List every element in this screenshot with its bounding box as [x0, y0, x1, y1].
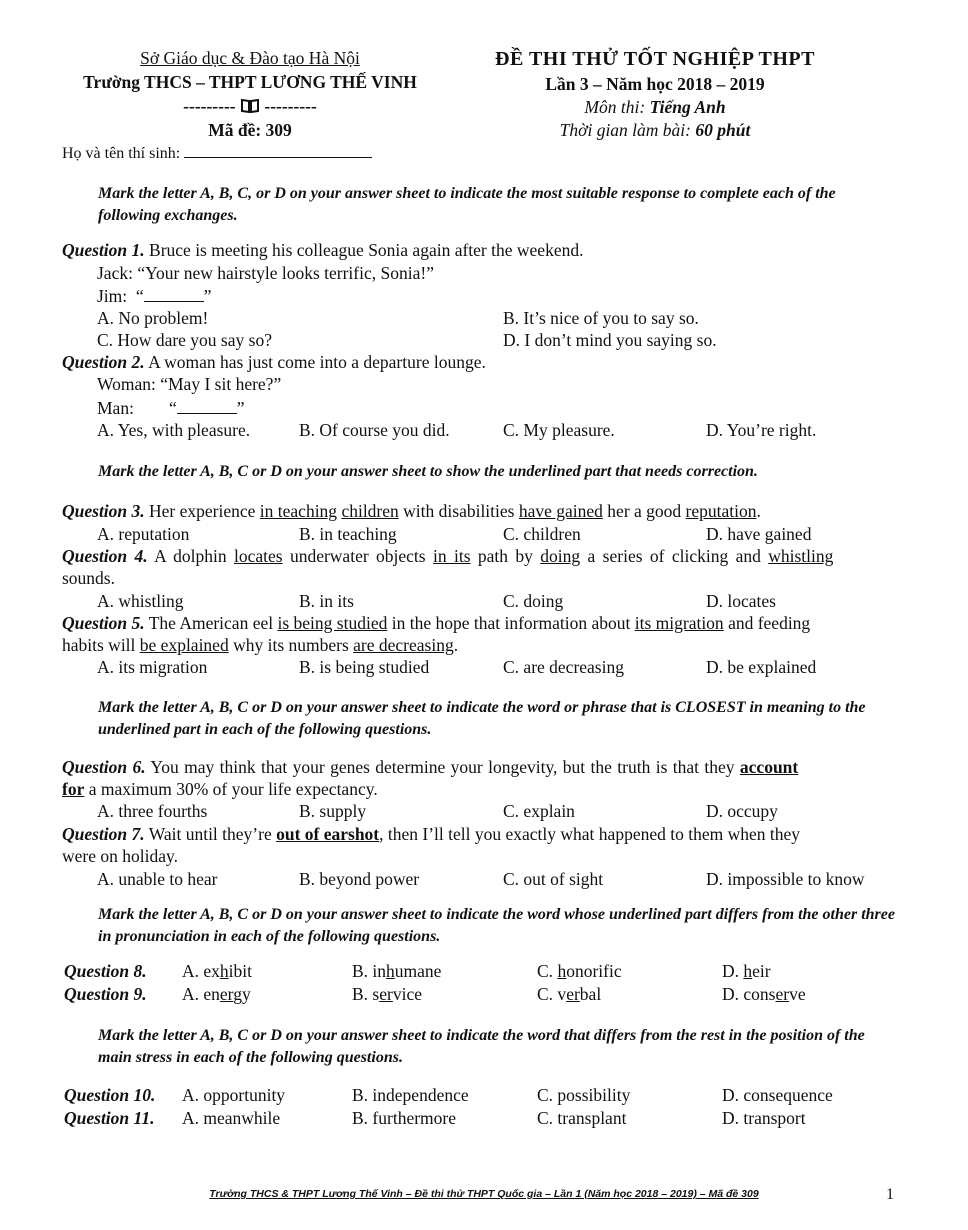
q5-text-2: in the hope that information about: [387, 613, 635, 633]
q9-b-post: vice: [392, 984, 422, 1004]
q1-text: Bruce is meeting his colleague Sonia again after the weekend.: [149, 240, 584, 260]
q4-underlined-3: doing: [540, 546, 581, 566]
q2-close-quote: ”: [236, 398, 245, 418]
exam-time: [455, 120, 855, 141]
q8-label: Question 8.: [64, 961, 147, 981]
q8-option-d[interactable]: [722, 961, 771, 982]
q6-option-d[interactable]: D. occupy: [706, 801, 778, 821]
q8-c-pre: C.: [537, 961, 558, 981]
q10-option-c[interactable]: C. possibility: [537, 1085, 631, 1105]
q9-c-post: bal: [579, 984, 602, 1004]
student-name-field[interactable]: [62, 145, 372, 163]
q8-d-pre: D.: [722, 961, 744, 981]
q8-b-pre: B. in: [352, 961, 387, 981]
q5-underlined-3: be explained: [139, 635, 229, 655]
instruction-section-1: Mark the letter A, B, C, or D on your answer sheet to indicate the most suitable response to complete each of the following exchanges.: [98, 185, 836, 224]
q3-option-b[interactable]: B. in teaching: [299, 524, 397, 544]
q2-blank: [177, 397, 237, 414]
instruction-section-4: Mark the letter A, B, C or D on your answer sheet to indicate the word whose underlined part differs from the other three in pronunciation in each of the following questions.: [98, 906, 895, 945]
q7-option-b[interactable]: B. beyond power: [299, 869, 420, 889]
q5-text-5: why its numbers: [228, 635, 354, 655]
page-number: 1: [886, 1186, 894, 1203]
q11-option-c[interactable]: C. transplant: [537, 1108, 627, 1128]
q8-d-underlined: h: [743, 961, 753, 981]
q3-label: Question 3.: [62, 501, 145, 521]
q3-text-5: .: [756, 501, 761, 521]
q7-underlined-1: out of earshot: [276, 824, 380, 844]
book-icon: [240, 98, 260, 114]
instruction-section-2: Mark the letter A, B, C or D on your answer sheet to show the underlined part that needs correction.: [98, 463, 758, 480]
q6-text-1: You may think that your genes determine your longevity, but the truth is that they: [150, 757, 740, 777]
q1-dialogue-1: Jack: “Your new hairstyle looks terrific, Sonia!”: [97, 263, 434, 283]
q5-option-d[interactable]: D. be explained: [706, 657, 817, 677]
q3-text-1: Her experience: [149, 501, 260, 521]
q4-text-4: a series of clicking and: [580, 546, 769, 566]
q3-option-d[interactable]: D. have gained: [706, 524, 812, 544]
q3-text-4: her a good: [602, 501, 686, 521]
q10-option-b[interactable]: B. independence: [352, 1085, 469, 1105]
q9-option-b[interactable]: [352, 984, 422, 1005]
q2-dialogue-1: Woman: “May I sit here?”: [97, 374, 282, 394]
q9-c-pre: C. v: [537, 984, 567, 1004]
q4-text-3: path by: [470, 546, 541, 566]
q5-option-b[interactable]: B. is being studied: [299, 657, 430, 677]
q11-option-d[interactable]: D. transport: [722, 1108, 806, 1128]
q8-option-c[interactable]: [537, 961, 622, 982]
q3-underlined-1: in teaching: [259, 501, 338, 521]
q1-open-quote: “: [135, 286, 144, 306]
q4-underlined-2: in its: [432, 546, 471, 566]
q8-c-underlined: h: [557, 961, 567, 981]
q8-c-post: onorific: [566, 961, 622, 981]
q4-underlined-1: locates: [233, 546, 283, 566]
q6-option-b[interactable]: B. supply: [299, 801, 367, 821]
q6-text-2: a maximum 30% of your life expectancy.: [84, 779, 378, 799]
instruction-section-3: Mark the letter A, B, C or D on your answer sheet to indicate the word or phrase that is CLOSEST in meaning to the underlined part in each of the following questions.: [98, 699, 866, 738]
q3-option-c[interactable]: C. children: [503, 524, 581, 544]
q4-option-a[interactable]: A. whistling: [97, 591, 184, 611]
q2-option-c[interactable]: C. My pleasure.: [503, 420, 615, 440]
q7-option-d[interactable]: D. impossible to know: [706, 869, 865, 889]
time-value: 60 phút: [695, 120, 751, 140]
q1-close-quote: ”: [203, 286, 212, 306]
q5-text-1: The American eel: [148, 613, 278, 633]
q3-underlined-3: have gained: [518, 501, 603, 521]
q3-underlined-2: children: [341, 501, 399, 521]
q5-text-3: and feeding: [723, 613, 811, 633]
q2-speaker: Man:: [97, 398, 134, 418]
q4-label: Question 4.: [62, 546, 148, 566]
q5-text-6: .: [453, 635, 459, 655]
q9-c-underlined: er: [566, 984, 580, 1004]
q7-stem: [62, 824, 902, 845]
q5-text-4: habits will: [62, 635, 140, 655]
q5-underlined-2: its migration: [634, 613, 724, 633]
q5-option-c[interactable]: C. are decreasing: [503, 657, 624, 677]
ornament-dash-right: ---------: [264, 96, 317, 116]
q8-a-post: ibit: [228, 961, 252, 981]
q9-d-post: ve: [789, 984, 806, 1004]
q5-stem: [62, 613, 902, 634]
q11-option-a[interactable]: A. meanwhile: [182, 1108, 281, 1128]
header-ornament: [40, 96, 460, 117]
q4-stem: [62, 546, 902, 567]
q1-blank: [144, 285, 204, 302]
q9-b-pre: B. s: [352, 984, 380, 1004]
page-footer: Trường THCS & THPT Lương Thế Vinh – Đề thi thử THPT Quốc gia – Lần 1 (Năm học 2018 – 2019) – Mã đề 309: [209, 1188, 759, 1200]
q8-option-a[interactable]: [182, 961, 252, 982]
exam-subject: [455, 97, 855, 118]
exam-code: Mã đề: 309: [208, 120, 292, 140]
q4-text-2: underwater objects: [282, 546, 433, 566]
q5-underlined-1: is being studied: [277, 613, 388, 633]
q2-label: Question 2.: [62, 352, 145, 372]
q6-option-c[interactable]: C. explain: [503, 801, 575, 821]
q1-speaker: Jim:: [97, 286, 128, 306]
time-label: Thời gian làm bài:: [559, 120, 692, 140]
q1-dialogue-2: [97, 285, 211, 307]
q4-text-1: A dolphin: [154, 546, 234, 566]
q9-label: Question 9.: [64, 984, 147, 1004]
q1-option-a[interactable]: A. No problem!: [97, 308, 209, 328]
exam-round: Lần 3 – Năm học 2018 – 2019: [545, 74, 765, 94]
q6-underlined-1: account: [739, 757, 799, 777]
q1-option-b[interactable]: B. It’s nice of you to say so.: [503, 308, 699, 328]
q9-option-a[interactable]: [182, 984, 251, 1005]
q7-text-2: , then I’ll tell you exactly what happened to them when they: [379, 824, 800, 844]
q6-underlined-2: for: [62, 779, 85, 799]
q4-option-b[interactable]: B. in its: [299, 591, 354, 611]
q2-option-a[interactable]: A. Yes, with pleasure.: [97, 420, 251, 440]
q9-d-underlined: er: [775, 984, 790, 1004]
q9-a-underlined: er: [219, 984, 234, 1004]
q3-text-3: with disabilities: [398, 501, 519, 521]
q4-option-c[interactable]: C. doing: [503, 591, 564, 611]
q8-a-pre: A. ex: [182, 961, 220, 981]
q2-option-b[interactable]: B. Of course you did.: [299, 420, 450, 440]
q6-stem: [62, 757, 902, 778]
q9-option-d[interactable]: [722, 984, 806, 1005]
student-name-line[interactable]: [184, 157, 372, 158]
q4-underlined-4: whistling: [768, 546, 834, 566]
q2-stem: [62, 352, 902, 373]
q8-b-underlined: h: [386, 961, 395, 981]
student-name-label: Họ và tên thí sinh:: [62, 145, 181, 162]
q4-stem-cont: sounds.: [62, 568, 115, 588]
ornament-dash-left: ---------: [183, 96, 236, 116]
q9-a-pre: A. en: [182, 984, 220, 1004]
q1-label: Question 1.: [62, 240, 145, 260]
q9-option-c[interactable]: [537, 984, 601, 1005]
q6-stem-cont: [62, 779, 902, 800]
q3-stem: [62, 501, 902, 522]
school-name: Trường THCS – THPT LƯƠNG THẾ VINH: [83, 72, 417, 92]
exam-title: ĐỀ THI THỬ TỐT NGHIỆP THPT: [495, 48, 815, 70]
q2-open-quote: “: [168, 398, 177, 418]
q2-option-d[interactable]: D. You’re right.: [706, 420, 817, 440]
q1-stem: [62, 240, 902, 261]
instruction-section-5: Mark the letter A, B, C or D on your answer sheet to indicate the word that differs from the rest in the position of the main stress in each of the following questions.: [98, 1027, 865, 1066]
q11-option-b[interactable]: B. furthermore: [352, 1108, 456, 1128]
q6-option-a[interactable]: A. three fourths: [97, 801, 208, 821]
q11-label: Question 11.: [64, 1108, 155, 1128]
q7-stem-cont: were on holiday.: [62, 846, 178, 866]
q8-b-post: umane: [394, 961, 442, 981]
q5-option-a[interactable]: A. its migration: [97, 657, 208, 677]
q10-option-a[interactable]: A. opportunity: [182, 1085, 286, 1105]
q7-option-a[interactable]: A. unable to hear: [97, 869, 218, 889]
q10-option-d[interactable]: D. consequence: [722, 1085, 833, 1105]
q4-option-d[interactable]: D. locates: [706, 591, 776, 611]
q3-underlined-4: reputation: [685, 501, 757, 521]
department-name: Sở Giáo dục & Đào tạo Hà Nội: [140, 48, 360, 68]
q7-text-1: Wait until they’re: [148, 824, 277, 844]
q6-label: Question 6.: [62, 757, 146, 777]
q5-label: Question 5.: [62, 613, 145, 633]
q1-option-d[interactable]: D. I don’t mind you saying so.: [503, 330, 717, 350]
q5-underlined-4: are decreasing: [353, 635, 454, 655]
q7-label: Question 7.: [62, 824, 145, 844]
subject-label: Môn thi:: [584, 97, 646, 117]
q8-d-post: eir: [752, 961, 771, 981]
q1-option-c[interactable]: C. How dare you say so?: [97, 330, 272, 350]
q2-text: A woman has just come into a departure lounge.: [148, 352, 486, 372]
q8-option-b[interactable]: [352, 961, 441, 982]
q7-option-c[interactable]: C. out of sight: [503, 869, 604, 889]
q8-a-underlined: h: [219, 961, 229, 981]
q9-a-post: gy: [233, 984, 251, 1004]
subject-value: Tiếng Anh: [649, 97, 726, 117]
q3-option-a[interactable]: A. reputation: [97, 524, 190, 544]
q9-d-pre: D. cons: [722, 984, 776, 1004]
q5-stem-cont: [62, 635, 902, 656]
q10-label: Question 10.: [64, 1085, 156, 1105]
q2-dialogue-2: [97, 397, 245, 419]
q9-b-underlined: er: [379, 984, 393, 1004]
